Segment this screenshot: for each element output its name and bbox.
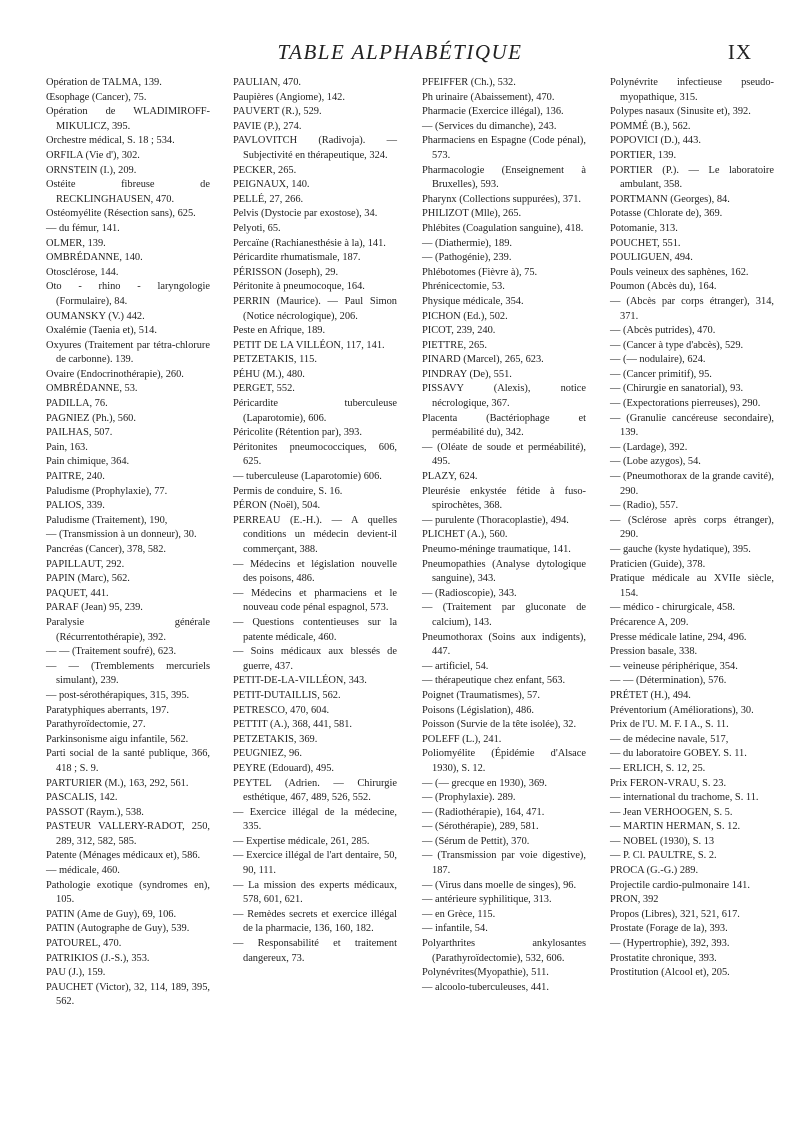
index-entry: PECKER, 265. <box>233 164 297 176</box>
index-entry: — antérieure syphilitique, 313. <box>422 894 552 906</box>
index-entry: — (Transmission à un donneur), 30. <box>46 529 197 541</box>
index-entry: — de médecine navale, 517, <box>610 733 729 745</box>
index-entry: — (Services du dimanche), 243. <box>422 120 557 132</box>
index-entry: PROCA (G.-G.) 289. <box>610 865 699 877</box>
index-entry: Péricardite rhumatismale, 187. <box>233 252 361 264</box>
index-entry: PERGET, 552. <box>233 383 295 395</box>
index-entry: PASCALIS, 142. <box>46 792 118 804</box>
index-entry: Praticien (Guide), 378. <box>610 558 706 570</box>
index-entry: Péricolite (Rétention par), 393. <box>233 427 362 439</box>
index-entry: Pain, 163. <box>46 441 88 453</box>
index-entry: PLAZY, 624. <box>422 471 478 483</box>
index-entry: PARTURIER (M.), 163, 292, 561. <box>46 777 189 789</box>
index-entry: Physique médicale, 354. <box>422 295 524 307</box>
index-entry: Péricardite tuberculeuse (Laparotomie), 606. <box>233 398 397 424</box>
index-entry: — (Oléate de soude et perméabilité), 495. <box>422 441 586 468</box>
index-entry: — veineuse périphérique, 354. <box>610 660 738 672</box>
index-entry: Prostate (Forage de la), 393. <box>610 923 728 935</box>
index-entry: PAULIAN, 470. <box>233 77 302 88</box>
index-entry: PEYTEL (Adrien. — Chirurgie esthétique, 467, 489, 526, 552. <box>233 777 397 804</box>
index-entry: PASSOT (Raym.), 538. <box>46 806 144 818</box>
index-entry: — Médecins et législation nouvelle des poisons, 486. <box>233 558 397 585</box>
index-entry: — Remèdes secrets et exercice illégal de la pharmacie, 136, 160, 182. <box>233 908 397 935</box>
index-entry: — (Cancer primitif), 95. <box>610 368 712 380</box>
index-entry: Potasse (Chlorate de), 369. <box>610 208 723 220</box>
index-entry: PHILIZOT (Mlle), 265. <box>422 208 522 220</box>
index-entry: PARAF (Jean) 95, 239. <box>46 602 143 614</box>
index-entry: PLICHET (A.), 560. <box>422 529 508 541</box>
index-entry: — Expertise médicale, 261, 285. <box>233 835 370 847</box>
index-entry: — gauche (kyste hydatique), 395. <box>610 544 751 555</box>
index-entry: — (Virus dans moelle de singes), 96. <box>422 879 577 891</box>
index-entry: PORTMANN (Georges), 84. <box>610 193 730 205</box>
index-entry: Polypes nasaux (Sinusite et), 392. <box>610 106 751 118</box>
index-entry: Œsophage (Cancer), 75. <box>46 91 147 103</box>
index-entry: — (Traitement par gluconate de calcium), 143. <box>422 602 586 628</box>
index-entry: Phlébotomes (Fièvre à), 75. <box>422 266 538 278</box>
index-entry: Projectile cardio-pulmonaire 141. <box>610 879 750 891</box>
index-entry: Pathologie exotique (syndromes en), 105. <box>46 879 210 906</box>
index-entry: PICHON (Ed.), 502. <box>422 310 508 322</box>
index-entry: Paralysie générale (Récurrentothérapie), 392. <box>46 616 210 643</box>
index-entry: Préventorium (Améliorations), 30. <box>610 704 754 716</box>
index-entry: Prostatite chronique, 393. <box>610 952 717 964</box>
index-entry: Péritonite à pneumocoque, 164. <box>233 281 365 293</box>
index-entry: PETRESCO, 470, 604. <box>233 704 330 716</box>
index-entry: Pleurésie enkystée fétide à fuso-spirochètes, 368. <box>422 485 586 512</box>
index-entry: POULIGUEN, 494. <box>610 252 693 264</box>
index-entry: PETIT-DE-LA-VILLÉON, 343. <box>233 675 367 687</box>
index-entry: — en Grèce, 115. <box>422 908 496 920</box>
index-entry: PATRIKIOS (J.-S.), 353. <box>46 952 150 964</box>
index-entry: — (Hypertrophie), 392, 393. <box>610 938 730 950</box>
index-entry: PINDRAY (De), 551. <box>422 368 512 380</box>
index-entry: Pharmacie (Exercice illégal), 136. <box>422 106 564 118</box>
index-entry: Pratique médicale au XVIIe siècle, 154. <box>610 573 774 599</box>
index-entry: PAUCHET (Victor), 32, 114, 189, 395, 562. <box>46 981 210 1008</box>
index-entry: Opération de WLADIMIROFF-MIKULICZ, 395. <box>46 106 210 132</box>
index-entry: — (Sérothérapie), 289, 581. <box>422 821 539 833</box>
index-entry: PAITRE, 240. <box>46 471 105 483</box>
index-entry: PFEIFFER (Ch.), 532. <box>422 77 516 88</box>
index-entry: Paludisme (Traitement), 190, <box>46 514 168 526</box>
index-entry: OMBRÉDANNE, 140. <box>46 252 143 264</box>
index-entry: PAUVERT (R.), 529. <box>233 106 322 118</box>
index-entry: PÉHU (M.), 480. <box>233 368 305 380</box>
index-entry: PAGNIEZ (Ph.), 560. <box>46 412 136 424</box>
index-entry: Opération de TALMA, 139. <box>46 77 162 88</box>
index-entry: — (Sérum de Pettit), 370. <box>422 835 530 847</box>
index-entry: Polynévrite infectieuse pseudo-myopathique, 315. <box>610 77 774 103</box>
index-entry: — P. Cl. PAULTRE, S. 2. <box>610 850 717 862</box>
index-entry: PORTIER (P.). — Le laboratoire ambulant, 358. <box>610 164 774 191</box>
index-entry: — tuberculeuse (Laparotomie) 606. <box>233 471 382 483</box>
index-entry: Parkinsonisme aigu infantile, 562. <box>46 733 189 745</box>
index-entry: Otosclérose, 144. <box>46 266 119 278</box>
index-entry: PETZETAKIS, 115. <box>233 354 317 366</box>
index-entry: POMMÉ (B.), 562. <box>610 120 691 132</box>
index-entry: PEIGNAUX, 140. <box>233 179 310 191</box>
index-entry: — — (Détermination), 576. <box>610 675 727 687</box>
page-number: IX <box>727 40 752 64</box>
index-entry: PERREAU (E.-H.). — A quelles conditions un médecin devient-il commerçant, 388. <box>233 514 397 555</box>
index-entry: — médico - chirurgicale, 458. <box>610 602 736 614</box>
index-entry: PATIN (Ame de Guy), 69, 106. <box>46 908 177 920</box>
index-entry: — (Granulie cancéreuse secondaire), 139. <box>610 412 774 439</box>
index-entry: Polynévrites(Myopathie), 511. <box>422 967 549 979</box>
running-title: TABLE ALPHABÉTIQUE <box>277 40 523 64</box>
index-entry: Potomanie, 313. <box>610 222 678 234</box>
index-entry: — alcoolo-tuberculeuses, 441. <box>422 981 549 993</box>
index-entry: Phlébites (Coagulation sanguine), 418. <box>422 222 584 234</box>
index-entry: Polyarthrites ankylosantes (Parathyroïdectomie), 532, 606. <box>422 938 586 964</box>
index-entry: — du laboratoire GOBEY. S. 11. <box>610 748 747 760</box>
index-entry: Pharynx (Collections suppurées), 371. <box>422 193 582 205</box>
index-entry: Péritonites pneumococciques, 606, 625. <box>233 441 397 468</box>
index-entry: Poumon (Abcès du), 164. <box>610 281 717 293</box>
index-entry: — post-sérothérapiques, 315, 395. <box>46 689 190 701</box>
index-entry: Presse médicale latine, 294, 496. <box>610 631 747 643</box>
index-entry: PAQUET, 441. <box>46 587 109 599</box>
index-entry: PATOUREL, 470. <box>46 938 122 950</box>
index-entry: Orchestre médical, S. 18 ; 534. <box>46 135 175 147</box>
index-entry: — (Abcès putrides), 470. <box>610 325 716 337</box>
index-entry: Pain chimique, 364. <box>46 456 130 468</box>
index-entry: — MARTIN HERMAN, S. 12. <box>610 821 741 833</box>
index-entry: Paupières (Angiome), 142. <box>233 91 345 103</box>
index-entry: Pneumopathies (Analyse dytologique sanguine), 343. <box>422 558 586 585</box>
index-entry: PATIN (Autographe de Guy), 539. <box>46 923 190 935</box>
index-entry: POUCHET, 551. <box>610 237 681 249</box>
index-entry: — (Diathermie), 189. <box>422 237 513 249</box>
index-entry: — — (Traitement soufré), 623. <box>46 646 177 658</box>
index-entry: PAU (J.), 159. <box>46 967 106 979</box>
index-entry: PAVIE (P.), 274. <box>233 120 302 132</box>
index-entry: Ostéite fibreuse de RECKLINGHAUSEN, 470. <box>46 179 210 205</box>
index-entry: PÉRON (Noël), 504. <box>233 500 321 512</box>
index-entry: — (Radioscopie), 343. <box>422 587 517 599</box>
index-entry: — (Sclérose après corps étranger), 290. <box>610 514 774 541</box>
index-entry: PADILLA, 76. <box>46 398 108 410</box>
index-entry: PERRIN (Maurice). — Paul Simon (Notice nécrologique), 206. <box>233 295 397 322</box>
index-entry: Pharmacologie (Enseignement à Bruxelles), 593. <box>422 164 586 191</box>
index-entry: PETIT DE LA VILLÉON, 117, 141. <box>233 339 385 351</box>
index-entry: Prix de l'U. M. F. I A., S. 11. <box>610 719 729 731</box>
index-entry: Ph urinaire (Abaissement), 470. <box>422 91 555 103</box>
index-entry: PINARD (Marcel), 265, 623. <box>422 354 544 366</box>
index-entry: Ostéomyélite (Résection sans), 625. <box>46 208 196 220</box>
index-entry: Patente (Ménages médicaux et), 586. <box>46 850 201 862</box>
index-entry: Parti social de la santé publique, 366, 418 ; S. 9. <box>46 748 210 774</box>
index-entry: — (— grecque en 1930), 369. <box>422 777 547 789</box>
index-entry: ORNSTEIN (I.), 209. <box>46 164 137 176</box>
index-entry: Permis de conduire, S. 16. <box>233 485 343 497</box>
index-entry: PETIT-DUTAILLIS, 562. <box>233 689 341 701</box>
index-entry: PELLÉ, 27, 266. <box>233 193 304 205</box>
index-entry: PIETTRE, 265. <box>422 339 487 351</box>
index-entry: Pelyoti, 65. <box>233 222 281 234</box>
index-column-3 <box>422 76 586 995</box>
index-entry: Poisson (Survie de la tête isolée), 32. <box>422 719 577 731</box>
index-entry: Phrénicectomie, 53. <box>422 281 505 293</box>
index-entry: — thérapeutique chez enfant, 563. <box>422 675 566 687</box>
index-entry: PETTIT (A.), 368, 441, 581. <box>233 719 352 731</box>
index-entry: — (Expectorations pierreuses), 290. <box>610 398 761 410</box>
index-entry: PORTIER, 139. <box>610 149 677 161</box>
index-entry: Prix FERON-VRAU, S. 23. <box>610 777 727 789</box>
index-entry: — Jean VERHOOGEN, S. 5. <box>610 806 733 818</box>
index-entry: Paratyphiques aberrants, 197. <box>46 704 169 716</box>
index-entry: — ERLICH, S. 12, 25. <box>610 762 706 774</box>
index-entry: Parathyroïdectomie, 27. <box>46 719 146 731</box>
index-entry: OLMER, 139. <box>46 237 106 249</box>
index-entry: — Soins médicaux aux blessés de guerre, 437. <box>233 646 397 672</box>
index-entry: — (Transmission par voie digestive), 187. <box>422 850 586 877</box>
index-entry: POLEFF (L.), 241. <box>422 733 502 745</box>
index-entry: Ovaire (Endocrinothérapie), 260. <box>46 368 184 380</box>
index-entry: Oto - rhino - laryngologie (Formulaire), 84. <box>46 281 210 307</box>
index-entry: Peste en Afrique, 189. <box>233 325 326 337</box>
index-entry: PETZETAKIS, 369. <box>233 733 318 745</box>
index-entry: — médicale, 460. <box>46 865 120 877</box>
index-entry: Pharmaciens en Espagne (Code pénal), 573. <box>422 135 586 161</box>
index-entry: Percaïne (Rachianesthésie à la), 141. <box>233 237 386 249</box>
index-entry: Poignet (Traumatismes), 57. <box>422 689 540 701</box>
index-entry: PALIOS, 339. <box>46 500 105 512</box>
index-entry: OMBRÉDANNE, 53. <box>46 383 138 395</box>
page-header <box>0 34 800 74</box>
index-entry: PISSAVY (Alexis), notice nécrologique, 367. <box>422 383 586 410</box>
index-entry: Paludisme (Prophylaxie), 77. <box>46 485 168 497</box>
index-entry: PAILHAS, 507. <box>46 427 113 439</box>
index-entry: Poliomyélite (Épidémie d'Alsace 1930), S. 12. <box>422 748 586 774</box>
index-entry: — infantile, 54. <box>422 923 488 935</box>
index-entry: Propos (Libres), 321, 521, 617. <box>610 908 740 920</box>
index-entry: ORFILA (Vie d'), 302. <box>46 149 140 161</box>
index-entry: Pneumo-méninge traumatique, 141. <box>422 544 571 555</box>
index-entry: — Exercice illégal de l'art dentaire, 50, 90, 111. <box>233 850 397 877</box>
index-entry: PAPILLAUT, 292. <box>46 558 125 570</box>
index-entry: — Exercice illégal de la médecine, 335. <box>233 806 397 833</box>
index-entry: — (Radio), 557. <box>610 500 679 512</box>
index-entry: OUMANSKY (V.) 442. <box>46 310 145 322</box>
index-entry: — Questions contentieuses sur la patente médicale, 460. <box>233 616 397 643</box>
index-entry: PAPIN (Marc), 562. <box>46 573 130 585</box>
index-columns <box>46 76 774 1136</box>
index-entry: Pression basale, 338. <box>610 646 698 658</box>
index-entry: PRON, 392 <box>610 894 659 906</box>
index-entry: — NOBEL (1930), S. 13 <box>610 835 715 847</box>
index-entry: PEYRE (Edouard), 495. <box>233 762 335 774</box>
index-entry: — La mission des experts médicaux, 578, 601, 621. <box>233 879 397 906</box>
index-entry: PICOT, 239, 240. <box>422 325 496 337</box>
index-column-1 <box>46 76 210 1010</box>
index-column-4 <box>610 76 774 981</box>
index-entry: Pouls veineux des saphènes, 162. <box>610 266 749 278</box>
index-entry: — (Lardage), 392. <box>610 441 688 453</box>
index-entry: PRÉTET (H.), 494. <box>610 689 691 701</box>
index-entry: PEUGNIEZ, 96. <box>233 748 302 760</box>
index-entry: Prostitution (Alcool et), 205. <box>610 967 730 979</box>
index-entry: — (Prophylaxie). 289. <box>422 792 516 804</box>
index-entry: PÉRISSON (Joseph), 29. <box>233 266 339 278</box>
index-entry: POPOVICI (D.), 443. <box>610 135 701 147</box>
index-entry: Oxyures (Traitement par tétra-chlorure de carbonne). 139. <box>46 339 210 366</box>
index-entry: Placenta (Bactériophage et perméabilité du), 342. <box>422 412 586 439</box>
index-entry: — (— nodulaire), 624. <box>610 354 706 366</box>
index-entry: — (Chirurgie en sanatorial), 93. <box>610 383 744 395</box>
index-entry: Poisons (Législation), 486. <box>422 704 534 716</box>
index-entry: — (Lobe azygos), 54. <box>610 456 701 468</box>
index-entry: — (Pneumothorax de la grande cavité), 290. <box>610 471 774 497</box>
index-entry: — du fémur, 141. <box>46 222 120 234</box>
index-entry: Pelvis (Dystocie par exostose), 34. <box>233 208 378 220</box>
index-column-2 <box>233 76 397 966</box>
index-entry: — Responsabilité et traitement dangereux, 73. <box>233 938 397 964</box>
index-entry: — (Abcès par corps étranger), 314, 371. <box>610 295 774 322</box>
index-entry: Précarence A, 209. <box>610 616 689 628</box>
index-entry: PASTEUR VALLERY-RADOT, 250, 289, 312, 582, 585. <box>46 821 210 847</box>
index-entry: — (Cancer à type d'abcès), 529. <box>610 339 744 351</box>
index-entry: — Médecins et pharmaciens et le nouveau code pénal espagnol, 573. <box>233 587 397 614</box>
index-entry: Pneumothorax (Soins aux indigents), 447. <box>422 631 586 658</box>
index-entry: Pancréas (Cancer), 378, 582. <box>46 544 167 555</box>
index-entry: Oxalémie (Taenia et), 514. <box>46 325 157 337</box>
index-entry: PAVLOVITCH (Radivoja). — Subjectivité en thérapeutique, 324. <box>233 135 397 161</box>
index-entry: — (Radiothérapie), 164, 471. <box>422 806 545 818</box>
index-entry: — international du trachome, S. 11. <box>610 792 759 804</box>
index-entry: — — (Tremblements mercuriels simulant), 239. <box>46 660 210 687</box>
index-entry: — purulente (Thoracoplastie), 494. <box>422 514 569 526</box>
index-entry: — (Pathogénie), 239. <box>422 252 512 264</box>
index-entry: — artificiel, 54. <box>422 660 489 672</box>
